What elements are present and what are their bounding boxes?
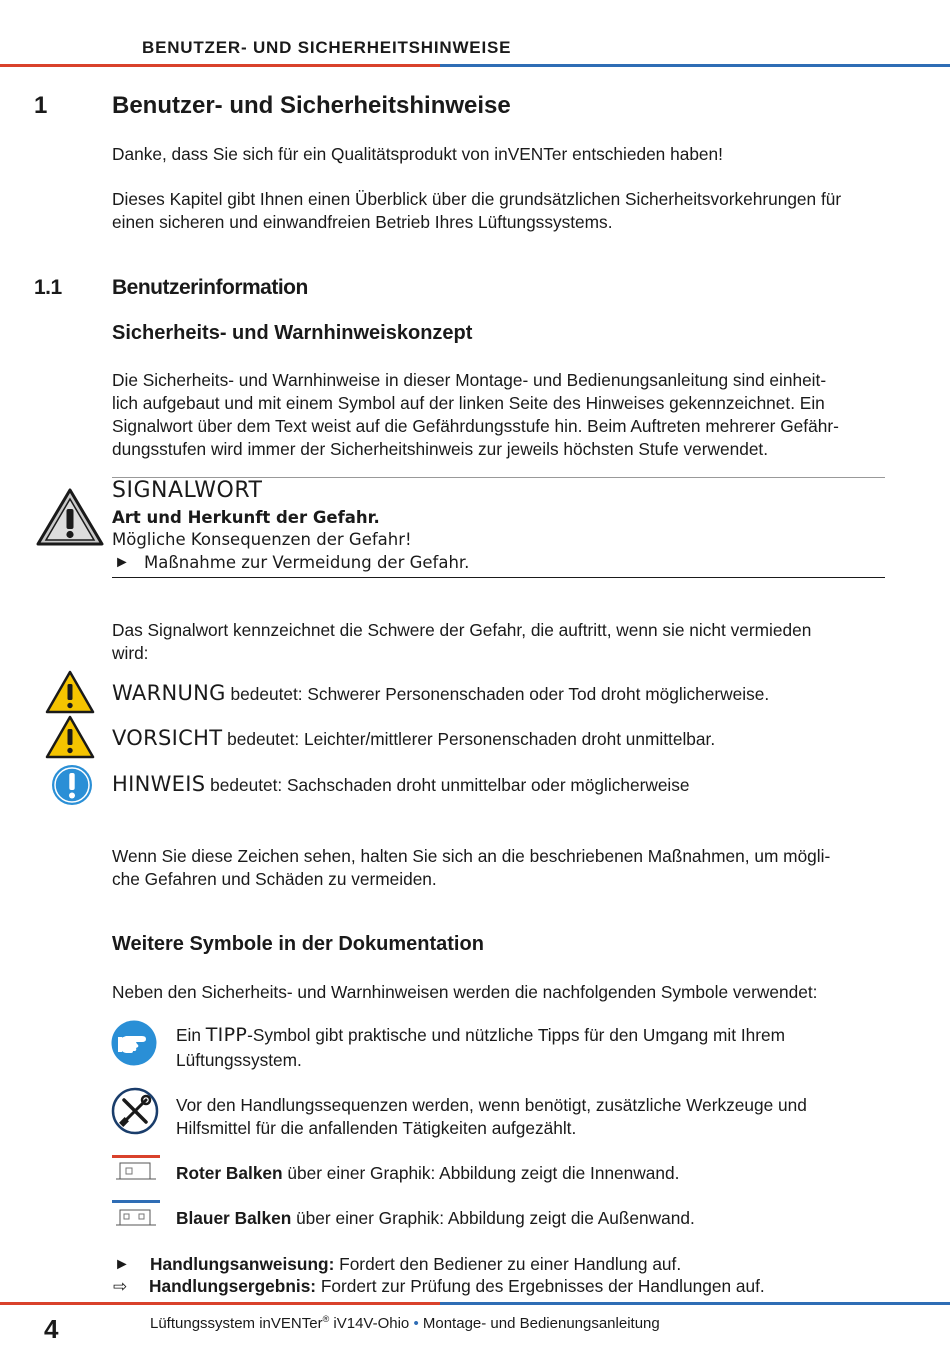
- notice-exclamation-icon: [51, 764, 93, 806]
- arrow-bullet-icon: ►: [114, 554, 130, 571]
- footer-rule-red: [0, 1302, 440, 1305]
- level-hinweis: [112, 773, 690, 797]
- section-number: 1: [34, 92, 48, 119]
- action-instruction: [150, 1253, 681, 1276]
- caution-triangle-icon: [45, 715, 95, 759]
- tools-line-2: Hilfsmittel für die anfallenden Tätigkeiten aufgezählt.: [176, 1118, 577, 1138]
- blue-bar-text: über einer Graphik: Abbildung zeigt die Außenwand.: [291, 1208, 695, 1228]
- red-bar-text: über einer Graphik: Abbildung zeigt die Innenwand.: [282, 1163, 680, 1183]
- concept-heading: Sicherheits- und Warnhinweiskonzept: [112, 322, 473, 344]
- level-warnung: [112, 682, 769, 706]
- concept-line-2: lich aufgebaut und mit einem Symbol auf der linken Seite des Hinweises gekennzeichnet. Ein: [112, 393, 825, 413]
- subsection-title: Benutzerinformation: [112, 276, 308, 299]
- level-word: VORSICHT: [112, 726, 223, 750]
- section-title: Benutzer- und Sicherheitshinweise: [112, 92, 511, 119]
- header-rule-blue: [440, 64, 950, 67]
- danger-triangle-icon: [36, 487, 104, 547]
- concept-line-4: dungsstufen wird immer der Sicherheitshinweis zur jeweils höchsten Stufe verwendet.: [112, 439, 769, 459]
- signal-explanation-line-2: wird:: [112, 643, 149, 663]
- action-result: [149, 1275, 765, 1298]
- blue-bar-label: Blauer Balken: [176, 1208, 292, 1228]
- further-symbols-heading: Weitere Symbole in der Dokumentation: [112, 933, 484, 955]
- tip-line-2: Lüftungssystem.: [176, 1050, 302, 1070]
- running-header: BENUTZER- UND SICHERHEITSHINWEISE: [142, 38, 512, 57]
- intro-paragraph-1: Danke, dass Sie sich für ein Qualitätsprodukt von inVENTer entschieden haben!: [112, 144, 723, 164]
- tip-prefix: Ein: [176, 1025, 206, 1045]
- tip-text: -Symbol gibt praktische und nützliche Tipps für den Umgang mit Ihrem: [247, 1025, 785, 1045]
- concept-line-1: Die Sicherheits- und Warnhinweise in dieser Montage- und Bedienungsanleitung sind einheit-: [112, 370, 827, 390]
- result-arrow-icon: ⇨: [113, 1277, 128, 1296]
- footer-rule-blue: [440, 1302, 950, 1305]
- level-word: WARNUNG: [112, 681, 226, 705]
- tip-line-1: [176, 1024, 785, 1047]
- tools-icon: [111, 1087, 159, 1135]
- instruction-line-2: che Gefahren und Schäden zu vermeiden.: [112, 869, 437, 889]
- level-word: HINWEIS: [112, 772, 206, 796]
- action-arrow-icon: ►: [114, 1256, 130, 1273]
- subsection-number: 1.1: [34, 276, 62, 299]
- result-text: Fordert zur Prüfung des Ergebnisses der Handlungen auf.: [316, 1276, 765, 1296]
- hazard-consequence: Mögliche Konsequenzen der Gefahr!: [112, 530, 412, 549]
- level-text: bedeutet: Schwerer Personenschaden oder Tod droht möglicherweise.: [225, 684, 770, 704]
- instruction-line-1: Wenn Sie diese Zeichen sehen, halten Sie sich an die beschriebenen Maßnahmen, um mögli-: [112, 846, 831, 866]
- footer-product: [150, 1314, 660, 1332]
- signal-word-example: SIGNALWORT: [112, 478, 263, 503]
- level-text: bedeutet: Sachschaden droht unmittelbar oder möglicherweise: [205, 775, 690, 795]
- action-label: Handlungsanweisung:: [150, 1254, 335, 1274]
- intro-paragraph-2-line-1: Dieses Kapitel gibt Ihnen einen Überblick über die grundsätzlichen Sicherheitsvorkehrungen für: [112, 189, 842, 209]
- further-symbols-intro: Neben den Sicherheits- und Warnhinweisen werden die nachfolgenden Symbole verwendet:: [112, 982, 818, 1002]
- footer-bullet: •: [413, 1315, 419, 1332]
- result-label: Handlungsergebnis:: [149, 1276, 317, 1296]
- inner-wall-red-bar-icon: [112, 1155, 160, 1183]
- blue-bar-description: [176, 1207, 695, 1230]
- outer-wall-blue-bar-icon: [112, 1200, 160, 1228]
- page-number: 4: [44, 1314, 59, 1344]
- red-bar-label: Roter Balken: [176, 1163, 283, 1183]
- tools-line-1: Vor den Handlungssequenzen werden, wenn benötigt, zusätzliche Werkzeuge und: [176, 1095, 807, 1115]
- action-text: Fordert den Bediener zu einer Handlung auf.: [334, 1254, 682, 1274]
- level-text: bedeutet: Leichter/mittlerer Personenschaden droht unmittelbar.: [222, 729, 716, 749]
- footer-document: Montage- und Bedienungsanleitung: [422, 1315, 660, 1332]
- signal-explanation-line-1: Das Signalwort kennzeichnet die Schwere der Gefahr, die auftritt, wenn sie nicht vermieden: [112, 620, 812, 640]
- registered-mark: ®: [322, 1314, 330, 1324]
- footer-model: iV14V-Ohio: [329, 1315, 410, 1332]
- concept-line-3: Signalwort über dem Text weist auf die Gefährdungsstufe hin. Beim Auftreten mehrerer Gefähr-: [112, 416, 839, 436]
- warning-triangle-icon: [45, 670, 95, 714]
- tip-word: TIPP: [205, 1024, 248, 1046]
- footer-product-name: Lüftungssystem inVENTer: [150, 1315, 323, 1332]
- hazard-kind: Art und Herkunft der Gefahr.: [112, 508, 380, 527]
- level-vorsicht: [112, 727, 715, 751]
- signal-box-bottom-rule: [112, 577, 885, 578]
- header-rule-red: [0, 64, 440, 67]
- red-bar-description: [176, 1162, 679, 1185]
- hazard-measure: Maßnahme zur Vermeidung der Gefahr.: [144, 553, 470, 572]
- intro-paragraph-2-line-2: einen sicheren und einwandfreien Betrieb Ihres Lüftungssystems.: [112, 212, 613, 232]
- tip-hand-icon: [111, 1020, 157, 1066]
